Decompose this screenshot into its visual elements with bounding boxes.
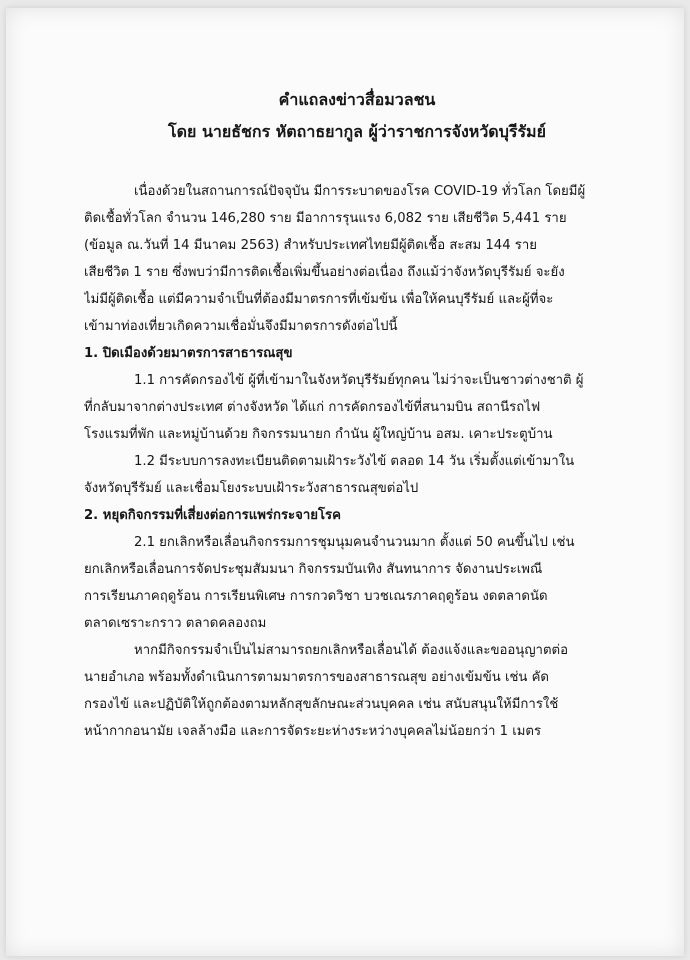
section-2-note-line: กรองไข้ และปฏิบัติให้ถูกต้องตามหลักสุขลักษณะส่วนบุคคล เช่น สนับสนุนให้มีการใช้ xyxy=(84,697,559,712)
section-2-note-line: นายอำเภอ พร้อมทั้งดำเนินการตามมาตรการของสาธารณสุข อย่างเข้มข้น เช่น คัด xyxy=(84,670,550,685)
section-1-2-line: จังหวัดบุรีรัมย์ และเชื่อมโยงระบบเฝ้าระวังสาธารณสุขต่อไป xyxy=(84,481,419,496)
section-1-heading: 1. ปิดเมืองด้วยมาตรการสาธารณสุข xyxy=(84,346,293,361)
section-2-heading: 2. หยุดกิจกรรมที่เสี่ยงต่อการแพร่กระจายโรค xyxy=(84,508,341,523)
section-2-1-line: ตลาดเซราะกราว ตลาดคลองถม xyxy=(84,616,267,631)
section-2-1-line: การเรียนภาคฤดูร้อน การเรียนพิเศษ การกวดวิชา บวชเณรภาคฤดูร้อน งดตลาดนัด xyxy=(84,589,548,604)
document-subtitle: โดย นายธัชกร หัตถาธยากูล ผู้ว่าราชการจังหวัดบุรีรัมย์ xyxy=(168,122,546,141)
intro-line: เข้ามาท่องเที่ยวเกิดความเชื่อมั่นจึงมีมาตรการดังต่อไปนี้ xyxy=(84,319,398,334)
document-title: คำแถลงข่าวสื่อมวลชน xyxy=(278,90,436,109)
section-1-2-line: 1.2 มีระบบการลงทะเบียนติดตามเฝ้าระวังไข้ ตลอด 14 วัน เริ่มตั้งแต่เข้ามาใน xyxy=(134,454,575,469)
section-1-1-line: ที่กลับมาจากต่างประเทศ ต่างจังหวัด ได้แก่ การคัดกรองไข้ที่สนามบิน สถานีรถไฟ xyxy=(84,400,541,415)
intro-line: (ข้อมูล ณ.วันที่ 14 มีนาคม 2563) สำหรับประเทศไทยมีผู้ติดเชื้อ สะสม 144 ราย xyxy=(84,238,537,253)
title-block xyxy=(84,84,630,148)
document-body xyxy=(84,84,630,745)
intro-line: ไม่มีผู้ติดเชื้อ แต่มีความจำเป็นที่ต้องมีมาตรการที่เข้มข้น เพื่อให้คนบุรีรัมย์ และผู้ที่จะ xyxy=(84,292,554,307)
section-2-note-line: หากมีกิจกรรมจำเป็นไม่สามารถยกเลิกหรือเลื่อนได้ ต้องแจ้งและขออนุญาตต่อ xyxy=(134,643,569,658)
section-2-note-line: หน้ากากอนามัย เจลล้างมือ และการจัดระยะห่างระหว่างบุคคลไม่น้อยกว่า 1 เมตร xyxy=(84,724,542,739)
section-2-1-line: 2.1 ยกเลิกหรือเลื่อนกิจกรรมการชุมนุมคนจำนวนมาก ตั้งแต่ 50 คนขึ้นไป เช่น xyxy=(134,535,575,550)
document-page xyxy=(6,8,684,956)
section-1-1-line: โรงแรมที่พัก และหมู่บ้านด้วย กิจกรรมนายก กำนัน ผู้ใหญ่บ้าน อสม. เคาะประตูบ้าน xyxy=(84,427,553,442)
intro-line: ติดเชื้อทั่วโลก จำนวน 146,280 ราย มีอาการรุนแรง 6,082 ราย เสียชีวิต 5,441 ราย xyxy=(84,211,567,226)
intro-line: เนื่องด้วยในสถานการณ์ปัจจุบัน มีการระบาดของโรค COVID-19 ทั่วโลก โดยมีผู้ xyxy=(134,184,586,199)
document-lines xyxy=(84,178,630,745)
section-1-1-line: 1.1 การคัดกรองไข้ ผู้ที่เข้ามาในจังหวัดบุรีรัมย์ทุกคน ไม่ว่าจะเป็นชาวต่างชาติ ผู้ xyxy=(134,373,584,388)
intro-line: เสียชีวิต 1 ราย ซึ่งพบว่ามีการติดเชื้อเพิ่มขึ้นอย่างต่อเนื่อง ถึงแม้ว่าจังหวัดบุรีรัมย์ จะยัง xyxy=(84,265,565,280)
section-2-1-line: ยกเลิกหรือเลื่อนการจัดประชุมสัมมนา กิจกรรมบันเทิง สันทนาการ จัดงานประเพณี xyxy=(84,562,543,577)
